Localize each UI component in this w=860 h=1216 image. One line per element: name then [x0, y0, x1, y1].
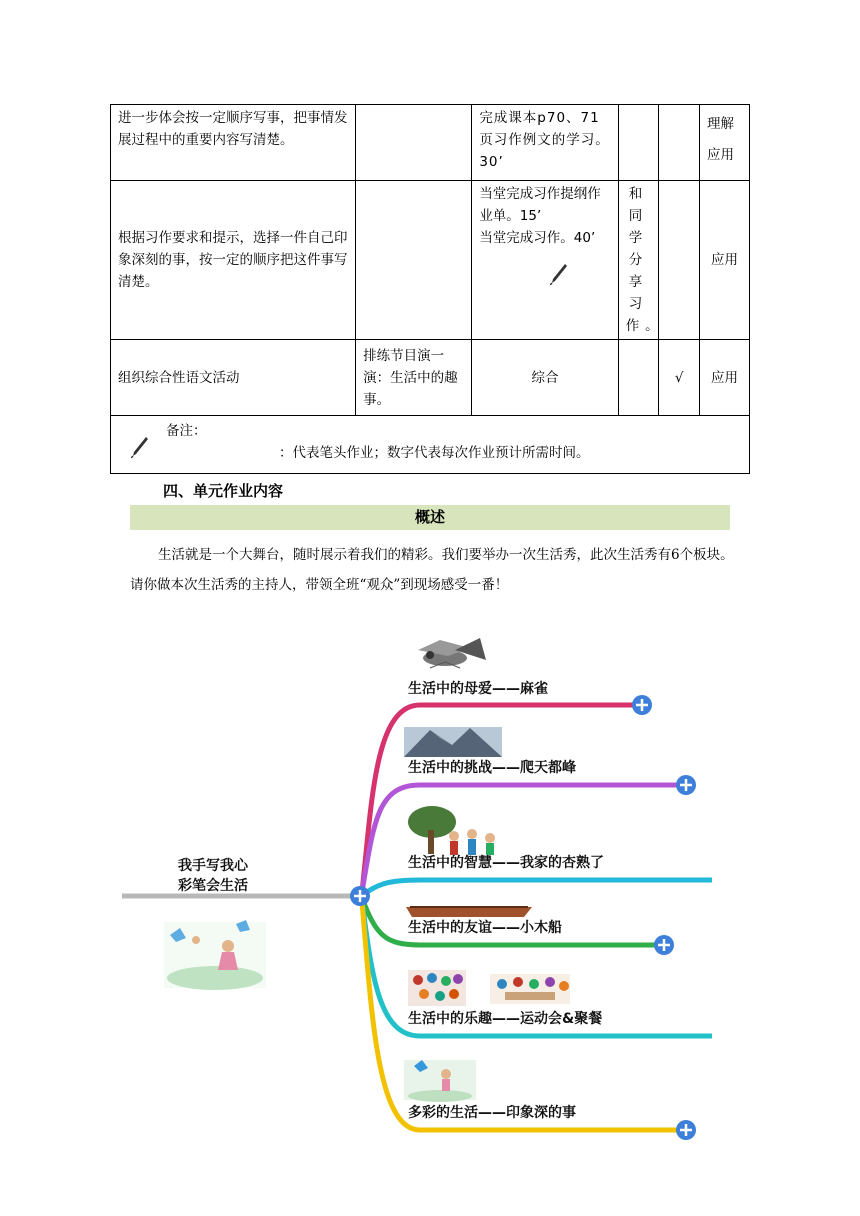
goal-cell: 组织综合性语文活动	[111, 340, 356, 416]
overview-header: 概述	[130, 505, 730, 530]
root-expand-icon[interactable]	[350, 886, 370, 906]
boat-illustration	[406, 907, 532, 917]
mountain-illustration	[404, 727, 502, 757]
oral-cell: 排练节目演一演：生活中的趣事。	[356, 340, 472, 416]
sparrow-illustration	[418, 638, 486, 668]
dinner-illustration	[490, 974, 570, 1004]
root-topic-line: 我手写我心	[178, 858, 248, 874]
level-cell: 应用	[700, 340, 750, 416]
level-line: 应用	[707, 147, 734, 163]
branch-topic[interactable]: 生活中的挑战——爬天都峰	[408, 760, 576, 776]
apricot-tree-illustration	[408, 806, 495, 855]
written-cell: 综合	[472, 340, 618, 416]
check-cell: √	[659, 340, 700, 416]
kite-girl-illustration	[404, 1060, 476, 1102]
goal-cell: 进一步体会按一定顺序写事，把事情发展过程中的重要内容写清楚。	[111, 105, 356, 181]
expand-icon[interactable]	[676, 1120, 696, 1140]
branch-topic[interactable]: 生活中的乐趣——运动会&聚餐	[408, 1011, 603, 1027]
branch-topic[interactable]: 多彩的生活——印象深的事	[408, 1105, 576, 1121]
note-label: 备注：	[166, 423, 207, 439]
expand-icon[interactable]	[654, 935, 674, 955]
root-kite-illustration	[164, 920, 266, 990]
branch-line-3	[362, 880, 712, 895]
level-cell: 应用	[700, 181, 750, 340]
section-title: 四、单元作业内容	[163, 482, 284, 500]
note-text: ：代表笔头作业；数字代表每次作业预计所需时间。	[279, 445, 590, 461]
branch-line-2	[362, 785, 686, 892]
expand-icon[interactable]	[676, 775, 696, 795]
share-cell: 和同学分享习作。	[618, 181, 659, 340]
branch-topic[interactable]: 生活中的母爱——麻雀	[408, 681, 548, 697]
root-topic[interactable]	[178, 856, 248, 896]
expand-icon[interactable]	[632, 695, 652, 715]
written-line: 当堂完成习作提纲作业单。15’	[479, 186, 601, 224]
written-cell: 完成课本p70、71页习作例文的学习。30’	[472, 105, 618, 181]
root-topic-line: 彩笔会生活	[178, 878, 248, 894]
written-line: 当堂完成习作。40’	[479, 230, 596, 246]
branch-topic[interactable]: 生活中的智慧——我家的杏熟了	[408, 855, 604, 871]
sports-crowd-illustration	[408, 970, 466, 1006]
level-line: 理解	[707, 116, 734, 132]
branch-topic[interactable]: 生活中的友谊——小木船	[408, 920, 562, 936]
intro-paragraph: 生活就是一个大舞台，随时展示着我们的精彩。我们要举办一次生活秀，此次生活秀有6个板块。请你做本次生活秀的主持人，带领全班“观众”到现场感受一番！	[130, 547, 734, 593]
goal-cell: 根据习作要求和提示，选择一件自己印象深刻的事，按一定的顺序把这件事写清楚。	[111, 181, 356, 340]
